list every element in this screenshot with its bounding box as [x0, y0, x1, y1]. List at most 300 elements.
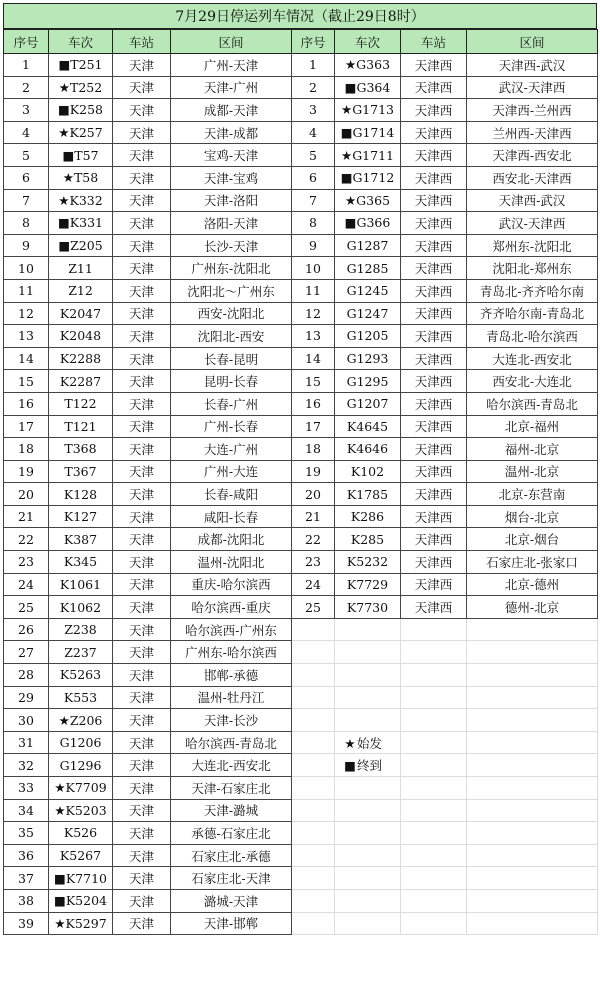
left-train-cell: Z12 [49, 279, 113, 302]
table-row [4, 212, 598, 235]
empty-cell [401, 777, 467, 800]
table-row [4, 302, 598, 325]
empty-cell [335, 822, 401, 845]
table-row [4, 528, 598, 551]
empty-cell [401, 618, 467, 641]
right-train-cell: K1785 [335, 483, 401, 506]
empty-cell [292, 912, 335, 935]
left-route-cell: 洛阳-天津 [171, 212, 292, 235]
right-no-cell: 20 [292, 483, 335, 506]
left-route-cell: 石家庄北-天津 [171, 867, 292, 890]
right-route-cell: 哈尔滨西-青岛北 [467, 392, 598, 415]
empty-cell [335, 641, 401, 664]
legend-label: 终到 [357, 758, 383, 774]
header-cell: 车次 [335, 30, 401, 54]
table-row [4, 618, 598, 641]
table-row [4, 279, 598, 302]
empty-cell [292, 686, 335, 709]
empty-cell [467, 889, 598, 912]
right-train-cell: ★G365 [335, 189, 401, 212]
left-no-cell: 31 [4, 731, 49, 754]
empty-cell [292, 709, 335, 732]
empty-cell [401, 754, 467, 777]
left-route-cell: 承德-石家庄北 [171, 822, 292, 845]
right-route-cell: 武汉-天津西 [467, 212, 598, 235]
empty-cell [292, 731, 335, 754]
right-no-cell: 1 [292, 54, 335, 77]
table-row [4, 483, 598, 506]
table-row [4, 731, 598, 754]
left-no-cell: 21 [4, 505, 49, 528]
left-route-cell: 长春-昆明 [171, 347, 292, 370]
left-station-cell: 天津 [113, 912, 171, 935]
left-no-cell: 35 [4, 822, 49, 845]
right-train-cell: G1287 [335, 234, 401, 257]
right-route-cell: 齐齐哈尔南-青岛北 [467, 302, 598, 325]
right-station-cell: 天津西 [401, 551, 467, 574]
right-no-cell: 24 [292, 573, 335, 596]
right-train-cell: K5232 [335, 551, 401, 574]
left-no-cell: 13 [4, 325, 49, 348]
left-route-cell: 沈阳北-西安 [171, 325, 292, 348]
left-no-cell: 33 [4, 777, 49, 800]
empty-cell [335, 867, 401, 890]
table-row [4, 54, 598, 77]
right-route-cell: 福州-北京 [467, 438, 598, 461]
right-route-cell: 德州-北京 [467, 596, 598, 619]
left-no-cell: 28 [4, 664, 49, 687]
left-no-cell: 20 [4, 483, 49, 506]
right-train-cell: G1247 [335, 302, 401, 325]
right-station-cell: 天津西 [401, 596, 467, 619]
left-no-cell: 12 [4, 302, 49, 325]
right-no-cell: 3 [292, 99, 335, 122]
left-station-cell: 天津 [113, 844, 171, 867]
right-no-cell: 14 [292, 347, 335, 370]
left-station-cell: 天津 [113, 799, 171, 822]
legend-end [335, 754, 401, 777]
left-train-cell: G1296 [49, 754, 113, 777]
empty-cell [292, 844, 335, 867]
sheet-title: 7月29日停运列车情况（截止29日8时） [3, 3, 597, 29]
left-train-cell: T121 [49, 415, 113, 438]
right-station-cell: 天津西 [401, 166, 467, 189]
left-route-cell: 咸阳-长春 [171, 505, 292, 528]
star-icon: ★ [344, 735, 356, 751]
right-route-cell: 武汉-天津西 [467, 76, 598, 99]
left-route-cell: 西安-沈阳北 [171, 302, 292, 325]
right-train-cell: K4646 [335, 438, 401, 461]
left-no-cell: 27 [4, 641, 49, 664]
left-no-cell: 9 [4, 234, 49, 257]
empty-cell [467, 912, 598, 935]
header-cell: 车次 [49, 30, 113, 54]
left-route-cell: 大连-广州 [171, 438, 292, 461]
left-no-cell: 1 [4, 54, 49, 77]
left-station-cell: 天津 [113, 144, 171, 167]
right-no-cell: 22 [292, 528, 335, 551]
left-train-cell: K5263 [49, 664, 113, 687]
empty-cell [335, 889, 401, 912]
left-station-cell: 天津 [113, 392, 171, 415]
left-route-cell: 长春-广州 [171, 392, 292, 415]
empty-cell [467, 618, 598, 641]
left-train-cell: K2048 [49, 325, 113, 348]
left-train-cell: Z237 [49, 641, 113, 664]
left-station-cell: 天津 [113, 867, 171, 890]
right-train-cell: ■G364 [335, 76, 401, 99]
left-no-cell: 36 [4, 844, 49, 867]
right-train-cell: G1245 [335, 279, 401, 302]
table-row [4, 596, 598, 619]
left-route-cell: 昆明-长春 [171, 370, 292, 393]
right-train-cell: ★G1713 [335, 99, 401, 122]
right-train-cell: K286 [335, 505, 401, 528]
right-route-cell: 烟台-北京 [467, 505, 598, 528]
right-route-cell: 沈阳北-郑州东 [467, 257, 598, 280]
right-station-cell: 天津西 [401, 573, 467, 596]
left-train-cell: ■K258 [49, 99, 113, 122]
right-route-cell: 天津西-西安北 [467, 144, 598, 167]
left-station-cell: 天津 [113, 822, 171, 845]
left-station-cell: 天津 [113, 438, 171, 461]
right-no-cell: 2 [292, 76, 335, 99]
empty-cell [467, 777, 598, 800]
right-route-cell: 青岛北-哈尔滨西 [467, 325, 598, 348]
header-cell: 序号 [4, 30, 49, 54]
left-route-cell: 天津-潞城 [171, 799, 292, 822]
right-station-cell: 天津西 [401, 460, 467, 483]
right-station-cell: 天津西 [401, 189, 467, 212]
left-train-cell: ■T251 [49, 54, 113, 77]
empty-cell [467, 664, 598, 687]
right-no-cell: 11 [292, 279, 335, 302]
left-route-cell: 长沙-天津 [171, 234, 292, 257]
right-train-cell: G1293 [335, 347, 401, 370]
empty-cell [401, 822, 467, 845]
right-station-cell: 天津西 [401, 438, 467, 461]
right-station-cell: 天津西 [401, 528, 467, 551]
left-route-cell: 天津-石家庄北 [171, 777, 292, 800]
table-row [4, 325, 598, 348]
left-station-cell: 天津 [113, 325, 171, 348]
stoppage-sheet [3, 3, 597, 935]
left-route-cell: 沈阳北～广州东 [171, 279, 292, 302]
header-cell: 区间 [171, 30, 292, 54]
left-station-cell: 天津 [113, 483, 171, 506]
left-route-cell: 天津-长沙 [171, 709, 292, 732]
empty-cell [467, 731, 598, 754]
empty-cell [292, 867, 335, 890]
left-train-cell: T368 [49, 438, 113, 461]
table-row [4, 415, 598, 438]
left-route-cell: 广州-天津 [171, 54, 292, 77]
table-row [4, 347, 598, 370]
right-train-cell: ■G1712 [335, 166, 401, 189]
left-station-cell: 天津 [113, 596, 171, 619]
right-route-cell: 西安北-天津西 [467, 166, 598, 189]
table-row [4, 76, 598, 99]
right-train-cell: K7729 [335, 573, 401, 596]
empty-cell [335, 686, 401, 709]
left-station-cell: 天津 [113, 889, 171, 912]
table-row [4, 257, 598, 280]
left-train-cell: Z238 [49, 618, 113, 641]
right-route-cell: 北京-东营南 [467, 483, 598, 506]
table-row [4, 505, 598, 528]
empty-cell [467, 754, 598, 777]
left-no-cell: 34 [4, 799, 49, 822]
left-station-cell: 天津 [113, 347, 171, 370]
table-row [4, 844, 598, 867]
table-row [4, 777, 598, 800]
left-no-cell: 37 [4, 867, 49, 890]
right-train-cell: G1205 [335, 325, 401, 348]
empty-cell [401, 799, 467, 822]
left-station-cell: 天津 [113, 257, 171, 280]
left-route-cell: 天津-邯郸 [171, 912, 292, 935]
right-station-cell: 天津西 [401, 302, 467, 325]
left-station-cell: 天津 [113, 234, 171, 257]
right-train-cell: ■G366 [335, 212, 401, 235]
left-train-cell: K2287 [49, 370, 113, 393]
right-train-cell: K285 [335, 528, 401, 551]
left-no-cell: 3 [4, 99, 49, 122]
left-no-cell: 16 [4, 392, 49, 415]
table-row [4, 686, 598, 709]
left-no-cell: 22 [4, 528, 49, 551]
table-row [4, 709, 598, 732]
left-train-cell: T122 [49, 392, 113, 415]
left-no-cell: 8 [4, 212, 49, 235]
empty-cell [467, 686, 598, 709]
empty-cell [401, 709, 467, 732]
left-no-cell: 17 [4, 415, 49, 438]
left-no-cell: 26 [4, 618, 49, 641]
empty-cell [335, 709, 401, 732]
left-station-cell: 天津 [113, 302, 171, 325]
left-route-cell: 广州东-沈阳北 [171, 257, 292, 280]
right-route-cell: 青岛北-齐齐哈尔南 [467, 279, 598, 302]
left-train-cell: K1062 [49, 596, 113, 619]
left-station-cell: 天津 [113, 573, 171, 596]
left-no-cell: 32 [4, 754, 49, 777]
right-no-cell: 25 [292, 596, 335, 619]
empty-cell [467, 822, 598, 845]
empty-cell [467, 867, 598, 890]
right-no-cell: 17 [292, 415, 335, 438]
table-row [4, 822, 598, 845]
header-cell: 序号 [292, 30, 335, 54]
left-train-cell: ★T252 [49, 76, 113, 99]
left-station-cell: 天津 [113, 664, 171, 687]
right-no-cell: 16 [292, 392, 335, 415]
table-row [4, 370, 598, 393]
empty-cell [401, 664, 467, 687]
right-route-cell: 西安北-大连北 [467, 370, 598, 393]
empty-cell [335, 844, 401, 867]
legend-label: 始发 [357, 735, 383, 751]
left-train-cell: ■T57 [49, 144, 113, 167]
right-train-cell: G1285 [335, 257, 401, 280]
table-row [4, 664, 598, 687]
left-station-cell: 天津 [113, 279, 171, 302]
left-station-cell: 天津 [113, 415, 171, 438]
table-row [4, 754, 598, 777]
empty-cell [335, 912, 401, 935]
empty-cell [292, 889, 335, 912]
right-no-cell: 18 [292, 438, 335, 461]
empty-cell [335, 799, 401, 822]
right-route-cell: 天津西-兰州西 [467, 99, 598, 122]
square-icon: ■ [344, 758, 356, 774]
table-row [4, 166, 598, 189]
empty-cell [292, 641, 335, 664]
right-station-cell: 天津西 [401, 483, 467, 506]
right-station-cell: 天津西 [401, 370, 467, 393]
left-no-cell: 11 [4, 279, 49, 302]
right-no-cell: 10 [292, 257, 335, 280]
left-route-cell: 成都-沈阳北 [171, 528, 292, 551]
right-station-cell: 天津西 [401, 212, 467, 235]
legend-start [335, 731, 401, 754]
right-no-cell: 4 [292, 121, 335, 144]
left-route-cell: 石家庄北-承德 [171, 844, 292, 867]
left-route-cell: 成都-天津 [171, 99, 292, 122]
right-train-cell: K4645 [335, 415, 401, 438]
empty-cell [401, 731, 467, 754]
left-train-cell: T367 [49, 460, 113, 483]
empty-cell [467, 641, 598, 664]
right-station-cell: 天津西 [401, 325, 467, 348]
left-no-cell: 7 [4, 189, 49, 212]
left-route-cell: 天津-宝鸡 [171, 166, 292, 189]
right-train-cell: K7730 [335, 596, 401, 619]
left-station-cell: 天津 [113, 121, 171, 144]
left-route-cell: 宝鸡-天津 [171, 144, 292, 167]
right-station-cell: 天津西 [401, 76, 467, 99]
right-no-cell: 19 [292, 460, 335, 483]
right-no-cell: 23 [292, 551, 335, 574]
left-route-cell: 温州-牡丹江 [171, 686, 292, 709]
left-train-cell: K5267 [49, 844, 113, 867]
right-station-cell: 天津西 [401, 234, 467, 257]
left-train-cell: ★Z206 [49, 709, 113, 732]
right-train-cell: ★G1711 [335, 144, 401, 167]
left-station-cell: 天津 [113, 618, 171, 641]
left-station-cell: 天津 [113, 54, 171, 77]
left-train-cell: ★K257 [49, 121, 113, 144]
table-row [4, 889, 598, 912]
left-train-cell: ★T58 [49, 166, 113, 189]
table-row [4, 121, 598, 144]
right-station-cell: 天津西 [401, 99, 467, 122]
right-route-cell: 天津西-武汉 [467, 189, 598, 212]
left-train-cell: K387 [49, 528, 113, 551]
right-station-cell: 天津西 [401, 279, 467, 302]
empty-cell [401, 889, 467, 912]
left-train-cell: K127 [49, 505, 113, 528]
right-no-cell: 13 [292, 325, 335, 348]
empty-cell [467, 799, 598, 822]
right-train-cell: G1295 [335, 370, 401, 393]
empty-cell [401, 844, 467, 867]
empty-cell [292, 664, 335, 687]
left-route-cell: 哈尔滨西-青岛北 [171, 731, 292, 754]
left-no-cell: 10 [4, 257, 49, 280]
empty-cell [292, 822, 335, 845]
left-station-cell: 天津 [113, 641, 171, 664]
left-no-cell: 2 [4, 76, 49, 99]
header-cell: 车站 [113, 30, 171, 54]
table-row [4, 99, 598, 122]
right-route-cell: 郑州东-沈阳北 [467, 234, 598, 257]
table-row [4, 912, 598, 935]
left-train-cell: K345 [49, 551, 113, 574]
left-route-cell: 重庆-哈尔滨西 [171, 573, 292, 596]
left-no-cell: 30 [4, 709, 49, 732]
left-route-cell: 邯郸-承德 [171, 664, 292, 687]
left-station-cell: 天津 [113, 212, 171, 235]
empty-cell [467, 844, 598, 867]
left-train-cell: K2288 [49, 347, 113, 370]
left-train-cell: K526 [49, 822, 113, 845]
right-route-cell: 兰州西-天津西 [467, 121, 598, 144]
left-station-cell: 天津 [113, 189, 171, 212]
left-train-cell: ★K5297 [49, 912, 113, 935]
left-station-cell: 天津 [113, 76, 171, 99]
left-route-cell: 天津-广州 [171, 76, 292, 99]
left-route-cell: 哈尔滨西-重庆 [171, 596, 292, 619]
left-route-cell: 广州-大连 [171, 460, 292, 483]
table-row [4, 438, 598, 461]
train-table [3, 29, 598, 935]
empty-cell [292, 777, 335, 800]
table-row [4, 392, 598, 415]
left-train-cell: ■Z205 [49, 234, 113, 257]
right-route-cell: 天津西-武汉 [467, 54, 598, 77]
left-route-cell: 哈尔滨西-广州东 [171, 618, 292, 641]
left-route-cell: 广州东-哈尔滨西 [171, 641, 292, 664]
header-cell: 车站 [401, 30, 467, 54]
table-row [4, 189, 598, 212]
left-train-cell: K1061 [49, 573, 113, 596]
table-row [4, 144, 598, 167]
table-row [4, 551, 598, 574]
left-no-cell: 19 [4, 460, 49, 483]
left-train-cell: K2047 [49, 302, 113, 325]
left-no-cell: 24 [4, 573, 49, 596]
left-train-cell: Z11 [49, 257, 113, 280]
left-route-cell: 大连北-西安北 [171, 754, 292, 777]
empty-cell [467, 709, 598, 732]
empty-cell [401, 686, 467, 709]
left-train-cell: ★K7709 [49, 777, 113, 800]
right-route-cell: 大连北-西安北 [467, 347, 598, 370]
left-route-cell: 长春-咸阳 [171, 483, 292, 506]
left-train-cell: G1206 [49, 731, 113, 754]
right-route-cell: 北京-福州 [467, 415, 598, 438]
left-no-cell: 39 [4, 912, 49, 935]
left-train-cell: K553 [49, 686, 113, 709]
left-no-cell: 5 [4, 144, 49, 167]
left-no-cell: 15 [4, 370, 49, 393]
left-train-cell: ■K7710 [49, 867, 113, 890]
left-route-cell: 潞城-天津 [171, 889, 292, 912]
empty-cell [335, 664, 401, 687]
right-station-cell: 天津西 [401, 144, 467, 167]
right-route-cell: 石家庄北-张家口 [467, 551, 598, 574]
